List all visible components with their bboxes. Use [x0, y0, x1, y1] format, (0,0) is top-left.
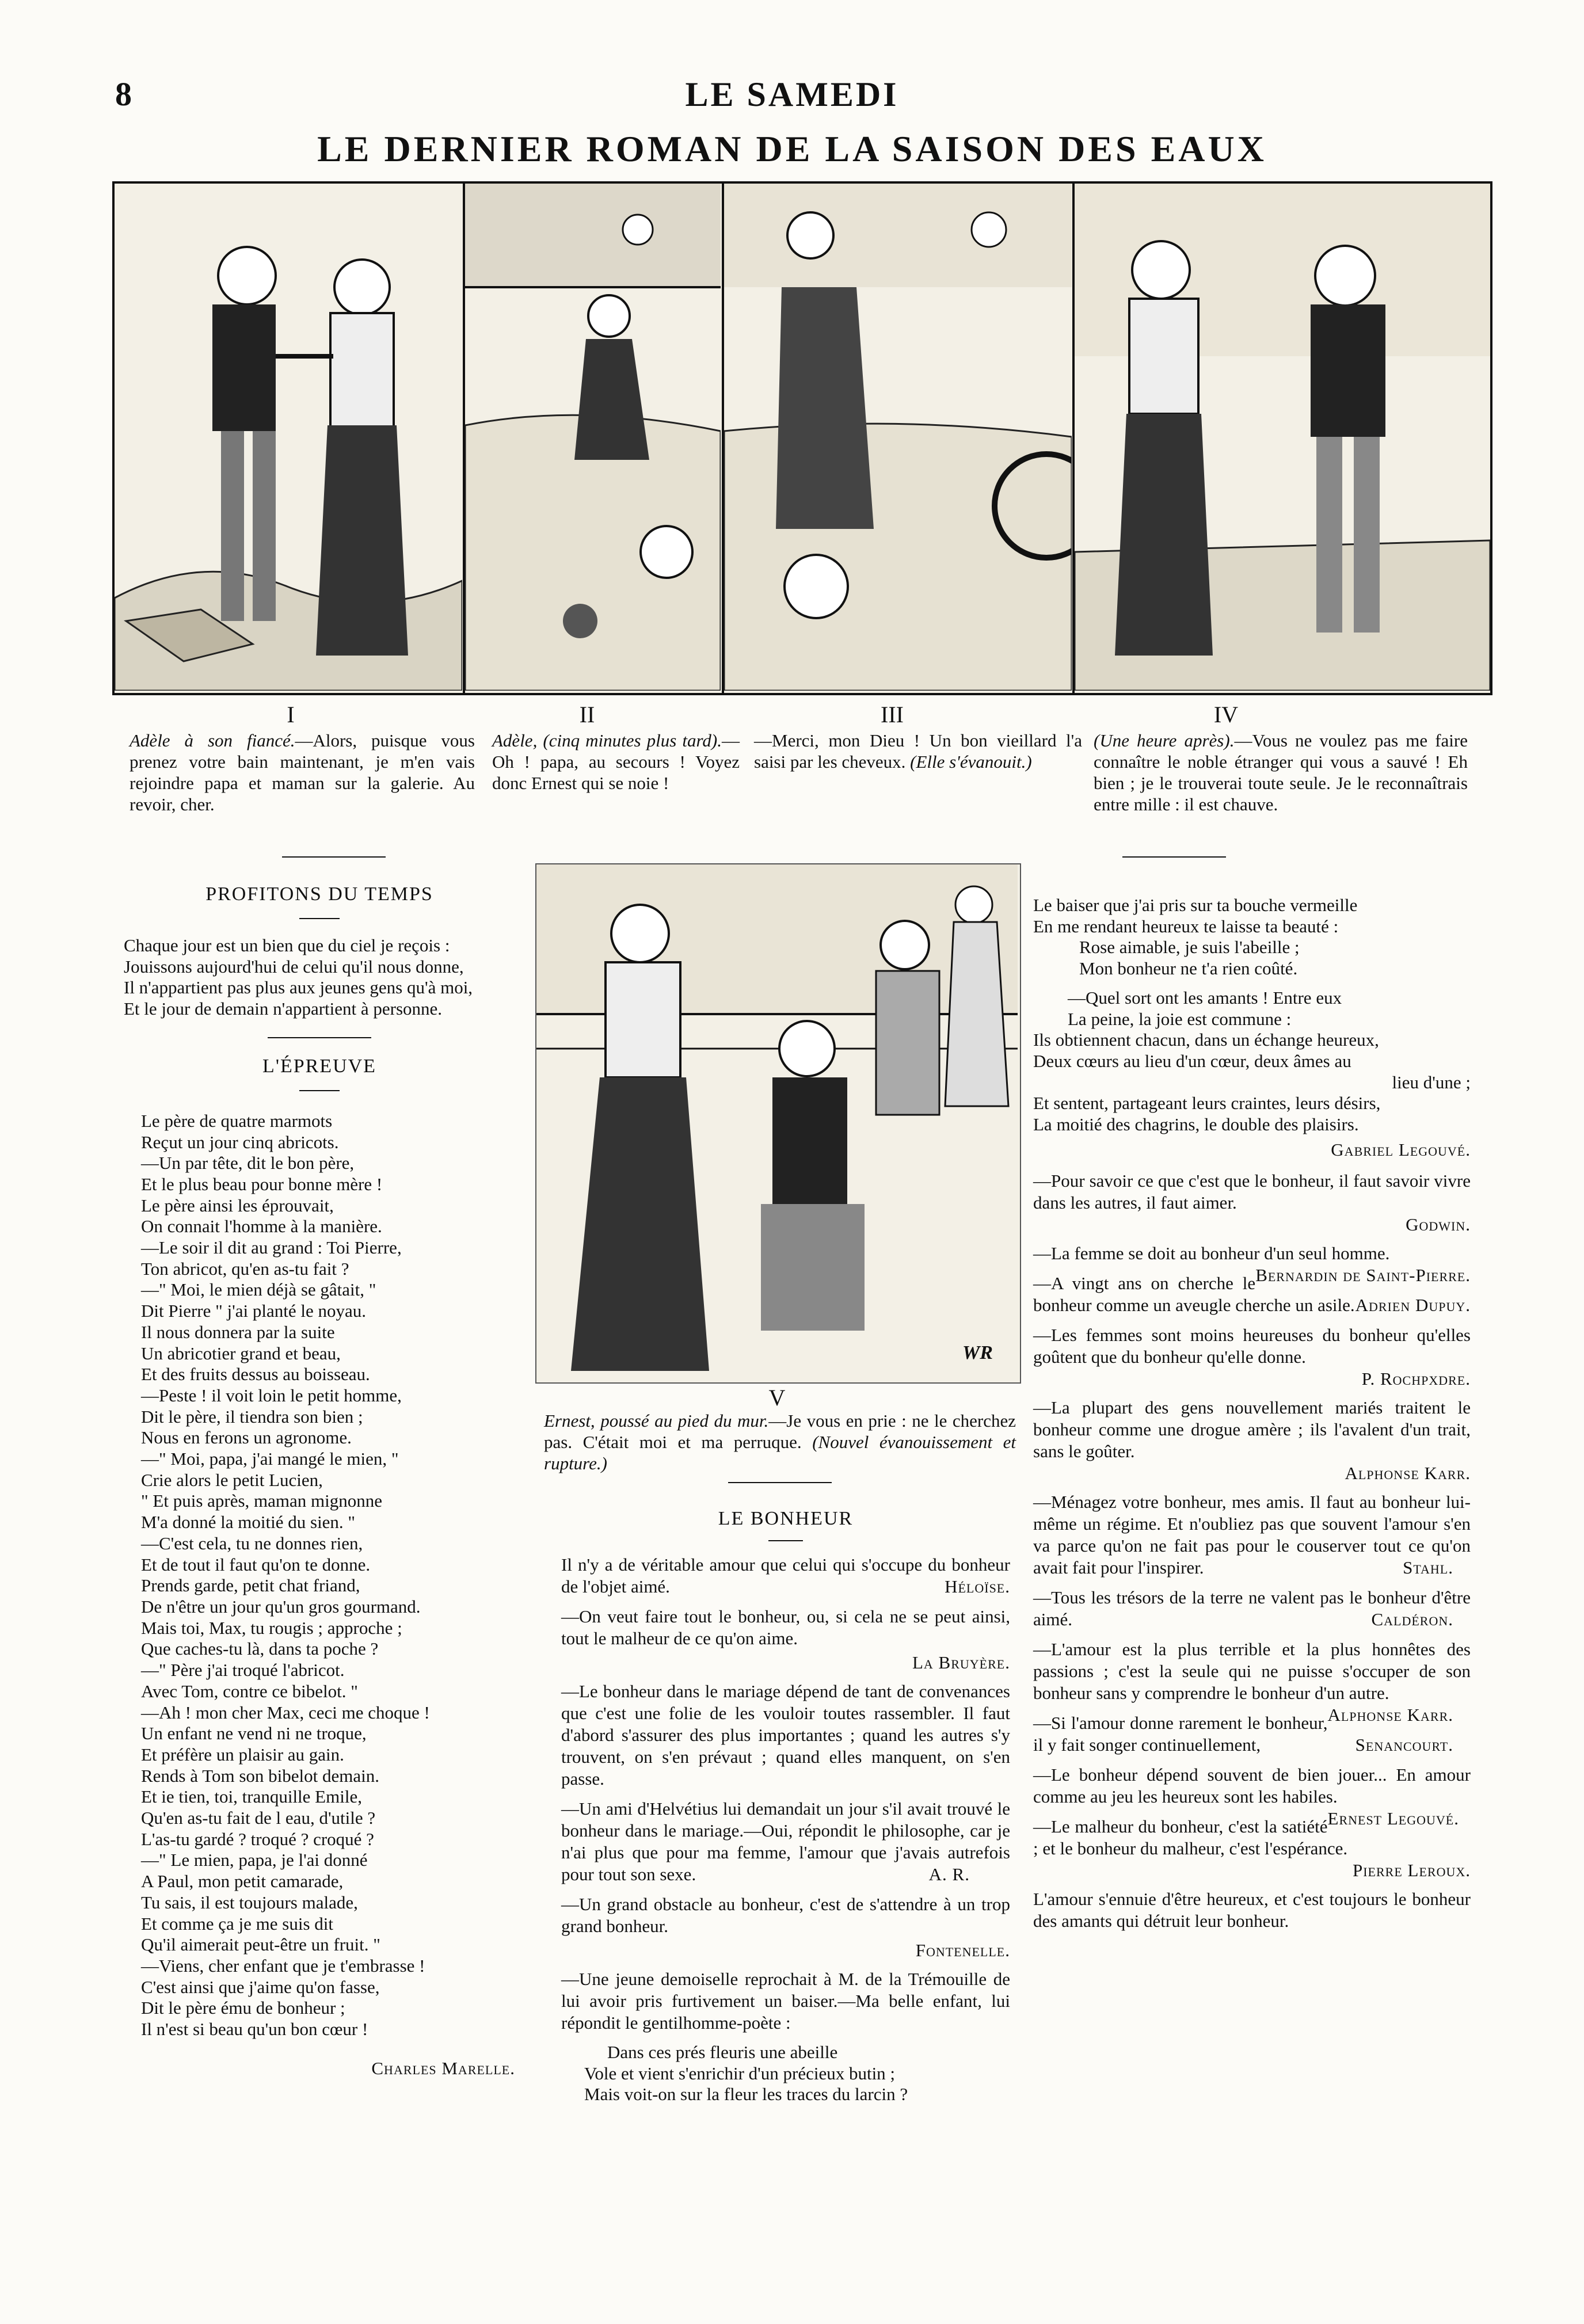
poem-line: —" Moi, papa, j'ai mangé le mien, ": [141, 1449, 399, 1469]
divider: [728, 1482, 832, 1483]
quote: [1033, 1888, 1471, 1932]
poem-line: Avec Tom, contre ce bibelot. ": [141, 1681, 358, 1701]
panel-4-numeral: IV: [1213, 702, 1239, 727]
poem-line: Ils obtiennent chacun, dans un échange heureux,: [1033, 1030, 1379, 1050]
panel-3-numeral: III: [881, 702, 904, 727]
quote: [1033, 1170, 1471, 1214]
poem-line: Crie alors le petit Lucien,: [141, 1469, 323, 1490]
quote-author: Ernest Legouvé.: [1327, 1808, 1459, 1828]
poem-line: Mon bonheur ne t'a rien coûté.: [1079, 958, 1298, 979]
poem-line: —Quel sort ont les amants ! Entre eux: [1068, 987, 1342, 1008]
poem-line: Le père de quatre marmots: [141, 1110, 333, 1131]
bonheur-heading: LE BONHEUR: [718, 1508, 854, 1529]
quote-text: —Une jeune demoiselle reprochait à M. de la Trémouille de lui avoir pris furtivement un baiser.—Ma belle enfant, lui répondit le gentilhomme-poète :: [561, 1969, 1010, 2033]
quote-author: Alphonse Karr.: [1327, 1704, 1453, 1725]
comic-panel-3: [724, 184, 1075, 693]
quote-text: —A vingt ans on cherche le bonheur comme un aveugle cherche un asile.: [1033, 1273, 1355, 1315]
poem-line: —Le soir il dit au grand : Toi Pierre,: [141, 1237, 402, 1258]
poem-line: —" Le mien, papa, je l'ai donné: [141, 1850, 368, 1870]
poem-line: Et de tout il faut qu'on te donne.: [141, 1554, 371, 1575]
comic-panel-5: [535, 863, 1021, 1384]
quote-text: —Le bonheur dans le mariage dépend de tant de convenances que c'est une folie de les vouloir toutes rassembler. Il faut d'abord s'assurer des plus importantes ; quand les autres s'y trouvent, on s'en prévaut ; quand elles manquent, on s'en passe.: [561, 1681, 1010, 1789]
quote-author: Héloïse.: [945, 1576, 1010, 1597]
poem-line: Et le plus beau pour bonne mère !: [141, 1174, 383, 1194]
panel-5-numeral: V: [768, 1385, 786, 1411]
poem-line: Dit Pierre " j'ai planté le noyau.: [141, 1301, 366, 1321]
quote-text: —On veut faire tout le bonheur, ou, si cela ne se peut ainsi, tout le malheur de ce qu'on aime.: [561, 1606, 1010, 1648]
poem-line: Reçut un jour cinq abricots.: [141, 1131, 339, 1152]
poem-line: —Viens, cher enfant que je t'embrasse !: [141, 1955, 425, 1976]
comic-panel-4: [1075, 184, 1490, 693]
poem-line: L'as-tu gardé ? troqué ? croqué ?: [141, 1828, 374, 1849]
quote-text: Il n'y a de véritable amour que celui qui s'occupe du bonheur de l'objet aimé.: [561, 1555, 1010, 1597]
panel-1-caption-speaker: Adèle à son fiancé.: [130, 730, 295, 750]
left-column: [124, 883, 515, 2079]
quote-author: Fontenelle.: [915, 1940, 1010, 1960]
poem-line: M'a donné la moitié du sien. ": [141, 1512, 356, 1533]
quote-text: —Si l'amour donne rarement le bonheur, il y fait songer continuellement,: [1033, 1712, 1328, 1755]
panel-5-drawing: [536, 864, 1018, 1380]
panel-3-caption: [754, 730, 1082, 772]
comic-panel-2: [465, 184, 724, 693]
panel-3-drawing: [724, 184, 1072, 691]
poem-line: lieu d'une ;: [1392, 1072, 1471, 1092]
poem-line: Dit le père ému de bonheur ;: [141, 1998, 345, 2018]
poem-line: Et comme ça je me suis dit: [141, 1913, 334, 1934]
profitons-poem: [124, 935, 515, 1020]
right-column: [1033, 895, 1471, 1940]
quote: [1033, 1324, 1471, 1368]
panel-2-numeral: II: [579, 702, 595, 727]
poem-line: Deux cœurs au lieu d'un cœur, deux âmes au: [1033, 1050, 1351, 1071]
poem-line: Le baiser que j'ai pris sur ta bouche vermeille: [1033, 895, 1358, 915]
page-title: LE DERNIER ROMAN DE LA SAISON DES EAUX: [317, 128, 1267, 169]
poem-line: Jouissons aujourd'hui de celui qu'il nous donne,: [124, 956, 464, 977]
panel-2-caption: [492, 730, 740, 794]
poem-line: C'est ainsi que j'aime qu'on fasse,: [141, 1976, 380, 1997]
quote-text: —La plupart des gens nouvellement mariés traitent le bonheur comme une drogue amère ; ils l'avalent d'un trait, sans le goûter.: [1033, 1397, 1471, 1461]
bonheur-verse: [561, 2042, 1010, 2105]
poem-line: Dit le père, il tiendra son bien ;: [141, 1406, 363, 1427]
quote-author: Caldéron.: [1371, 1609, 1453, 1629]
divider: [282, 856, 386, 858]
quote: [1033, 1639, 1471, 1725]
panel-4-caption: [1094, 730, 1468, 815]
comic-panel-1: [115, 184, 465, 693]
poem-line: En me rendant heureux te laisse ta beauté :: [1033, 916, 1339, 936]
quote-author: Bernardin de Saint-Pierre.: [1255, 1264, 1471, 1285]
poem-line: Prends garde, petit chat friand,: [141, 1575, 360, 1596]
poem-line: La peine, la joie est commune :: [1068, 1008, 1292, 1029]
panel-5-caption-text: —Je vous en prie : ne le cherchez pas. C'était moi et ma perruque.: [544, 1411, 1016, 1452]
quote-author: Alphonse Karr.: [1345, 1462, 1471, 1483]
quote: [561, 1606, 1010, 1649]
comic-strip: [112, 181, 1492, 695]
poem-line: Rends à Tom son bibelot demain.: [141, 1765, 379, 1786]
poem-line: Que caches-tu là, dans ta poche ?: [141, 1639, 379, 1659]
quote: [561, 1554, 1010, 1598]
quote-text: —L'amour est la plus terrible et la plus honnêtes des passions ; c'est la seule qui ne puisse s'occuper de son bonheur sans y comprendre le bonheur d'un autre.: [1033, 1639, 1471, 1703]
quote-author: La Bruyère.: [912, 1652, 1010, 1672]
middle-column: [561, 1508, 1010, 2105]
poem-line: Il nous donnera par la suite: [141, 1321, 335, 1342]
panel-1-numeral: I: [287, 702, 295, 727]
panel-2-caption-text: —Oh ! papa, au secours ! Voyez donc Ernest qui se noie !: [492, 730, 740, 793]
quote: [561, 1894, 1010, 1937]
poem-line: —Peste ! il voit loin le petit homme,: [141, 1385, 402, 1405]
poem-line: Et préfère un plaisir au gain.: [141, 1744, 344, 1765]
poem-line: —Un par tête, dit le bon père,: [141, 1153, 355, 1174]
quote-author: Godwin.: [1406, 1214, 1471, 1235]
quote: [561, 1968, 1010, 2034]
quote-text: —Le malheur du bonheur, c'est la satiété ; et le bonheur du malheur, c'est l'espérance.: [1033, 1816, 1348, 1858]
poem-line: La moitié des chagrins, le double des plaisirs.: [1033, 1114, 1359, 1135]
heading-rule: [299, 918, 340, 919]
quote-author: Adrien Dupuy.: [1355, 1294, 1471, 1315]
heading-rule: [299, 1090, 340, 1091]
quote: [1033, 1764, 1471, 1828]
panel-5-caption-note: (Nouvel évanouissement et rupture.): [544, 1432, 1016, 1473]
quote-author: Stahl.: [1403, 1557, 1453, 1578]
panel-1-drawing: [115, 184, 462, 691]
poem-line: Nous en ferons un agronome.: [141, 1427, 352, 1448]
poem-line: Qu'il aimerait peut-être un fruit. ": [141, 1934, 380, 1955]
quote: [1033, 1397, 1471, 1462]
masthead: LE SAMEDI: [685, 75, 899, 113]
quote-text: —La femme se doit au bonheur d'un seul homme.: [1033, 1243, 1390, 1263]
baiser-verse: [1033, 895, 1471, 980]
poem-line: Ton abricot, qu'en as-tu fait ?: [141, 1258, 349, 1279]
epreuve-poem: [124, 1111, 515, 2040]
epreuve-heading: L'ÉPREUVE: [262, 1055, 376, 1077]
quote-text: —Tous les trésors de la terre ne valent pas le bonheur d'être aimé.: [1033, 1587, 1471, 1629]
panel-5-caption: [544, 1410, 1016, 1474]
poem-line: Mais toi, Max, tu rougis ; approche ;: [141, 1617, 402, 1638]
quote-text: —Ménagez votre bonheur, mes amis. Il faut au bonheur lui-même un régime. Et n'oubliez pas que souvent l'amour s'en va parce qu'on ne fait pas pour le couserver tout ce qu'on avait fait pour l'inspirer.: [1033, 1491, 1471, 1578]
poem-line: Un enfant ne vend ni ne troque,: [141, 1723, 367, 1744]
poem-line: On connait l'homme à la manière.: [141, 1216, 382, 1237]
page-number: 8: [115, 75, 132, 113]
panel-2-caption-speaker: Adèle, (cinq minutes plus tard).: [492, 730, 722, 750]
poem-line: Tu sais, il est toujours malade,: [141, 1892, 358, 1912]
poem-line: Rose aimable, je suis l'abeille ;: [1079, 937, 1300, 958]
panel-1-caption: [130, 730, 475, 815]
poem-line: Et le jour de demain n'appartient à personne.: [124, 999, 443, 1019]
poem-line: Et des fruits dessus au boisseau.: [141, 1364, 370, 1385]
quote-text: —Les femmes sont moins heureuses du bonheur qu'elles goûtent que du bonheur qu'elle donne.: [1033, 1324, 1471, 1367]
panel-4-caption-text: —Vous ne voulez pas me faire connaître le noble étranger qui vous a sauvé ! Eh bien ; je le trouverai toute seule. Je le reconnaîtrais entre mille : il est chauve.: [1094, 730, 1468, 814]
poem-line: Et sentent, partageant leurs craintes, leurs désirs,: [1033, 1093, 1381, 1114]
quote: [1033, 1243, 1471, 1285]
quote-text: L'amour s'ennuie d'être heureux, et c'est toujours le bonheur des amants qui détruit leur bonheur.: [1033, 1888, 1471, 1931]
poem-line: —" Moi, le mien déjà se gâtait, ": [141, 1279, 376, 1300]
quote-author: Pierre Leroux.: [1352, 1860, 1471, 1880]
heading-rule: [768, 1540, 803, 1541]
quote: [561, 1798, 1010, 1885]
poem-line: Vole et vient s'enrichir d'un précieux butin ;: [584, 2063, 896, 2083]
artist-signature: WR: [962, 1342, 993, 1363]
panel-3-caption-note: (Elle s'évanouit.): [910, 752, 1032, 772]
quote: [1033, 1491, 1471, 1579]
quote-author: P. Rochpxdre.: [1361, 1368, 1471, 1389]
panel-1-caption-text: —Alors, puisque vous prenez votre bain maintenant, je m'en vais rejoindre papa et maman sur la galerie. Au revoir, cher.: [130, 730, 475, 814]
poem-line: " Et puis après, maman mignonne: [141, 1491, 383, 1511]
poem-line: Qu'en as-tu fait de l eau, d'utile ?: [141, 1808, 376, 1828]
divider: [1122, 856, 1226, 858]
poem-line: —" Père j'ai troqué l'abricot.: [141, 1660, 345, 1681]
poem-line: Dans ces prés fleuris une abeille: [607, 2042, 838, 2062]
poem-line: Un abricotier grand et beau,: [141, 1343, 341, 1363]
quote-text: —Un ami d'Helvétius lui demandait un jour s'il avait trouvé le bonheur dans le mariage.—Oui, répondit le philosophe, car je n'ai plus que pour ma femme, l'amour que j'avais autrefois pour tout son sexe.: [561, 1799, 1010, 1884]
panel-4-drawing: [1075, 184, 1490, 691]
quote: [561, 1681, 1010, 1790]
panel-2-drawing: [465, 184, 721, 691]
panel-5-caption-speaker: Ernest, poussé au pied du mur.: [544, 1411, 769, 1431]
poem-line: A Paul, mon petit camarade,: [141, 1871, 344, 1892]
quote-author: Senancourt.: [1355, 1734, 1453, 1755]
poem-line: Chaque jour est un bien que du ciel je reçois :: [124, 935, 450, 955]
quote-text: —Un grand obstacle au bonheur, c'est de s'attendre à un trop grand bonheur.: [561, 1894, 1010, 1936]
poem-line: Le père ainsi les éprouvait,: [141, 1195, 334, 1216]
quote-text: —Pour savoir ce que c'est que le bonheur, il faut savoir vivre dans les autres, il faut aimer.: [1033, 1170, 1471, 1213]
poem-line: De n'être un jour qu'un gros gourmand.: [141, 1596, 421, 1617]
poem-line: —Ah ! mon cher Max, ceci me choque !: [141, 1702, 430, 1723]
quote: [1033, 1587, 1471, 1630]
poem-line: Et ie tien, toi, tranquille Emile,: [141, 1786, 362, 1807]
quote-author: Gabriel Legouvé.: [1331, 1139, 1471, 1160]
amants-verse: [1033, 988, 1471, 1136]
panel-4-caption-note: (Une heure après).: [1094, 730, 1235, 750]
quote-author: A. R.: [928, 1864, 970, 1884]
poem-line: Il n'appartient pas plus aux jeunes gens qu'à moi,: [124, 977, 473, 998]
quote-text: —Le bonheur dépend souvent de bien jouer... En amour comme au jeu les heureux sont les habiles.: [1033, 1764, 1471, 1807]
panel-3-caption-text: —Merci, mon Dieu ! Un bon vieillard l'a saisi par les cheveux.: [754, 730, 1082, 772]
divider: [268, 1037, 371, 1038]
profitons-heading: PROFITONS DU TEMPS: [205, 883, 433, 905]
epreuve-author: Charles Marelle.: [371, 2058, 515, 2078]
poem-line: —C'est cela, tu ne donnes rien,: [141, 1533, 363, 1553]
poem-line: Il n'est si beau qu'un bon cœur !: [141, 2019, 368, 2040]
poem-line: Mais voit-on sur la fleur les traces du larcin ?: [584, 2084, 908, 2105]
